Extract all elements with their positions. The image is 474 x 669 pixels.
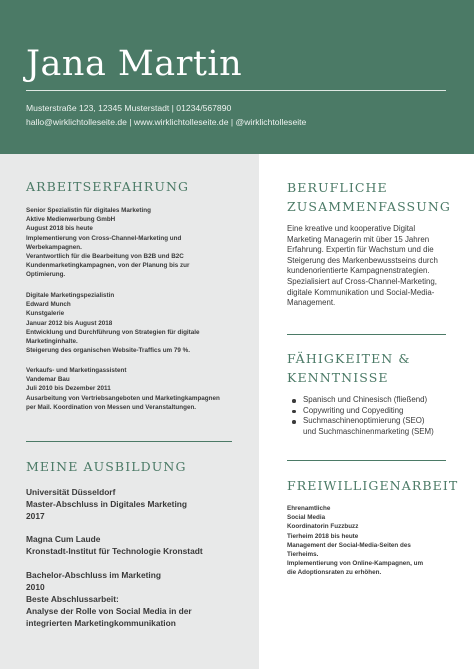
job-line: Edward Munch xyxy=(26,301,71,309)
summary-line: Eine kreative und kooperative Digital xyxy=(287,224,416,233)
header-banner xyxy=(0,0,474,154)
header-divider xyxy=(26,90,446,91)
job-line: Verantwortlich für die Bearbeitung von B2B und B2C xyxy=(26,253,184,261)
summary-line: kundenorientierte Kampagnenstrategien. xyxy=(287,266,430,276)
volunteer-line: die Adoptionsraten zu erhöhen. xyxy=(287,569,382,577)
summary-line: Steigerung des Markenbewusstseins durch xyxy=(287,255,438,265)
skill-item xyxy=(289,406,434,417)
skills-list xyxy=(289,395,434,438)
education-line: Master-Abschluss in Digitales Marketing xyxy=(26,499,188,509)
job-line: Werbekampagnen. xyxy=(26,243,82,251)
job-line: Digitale Marketingspezialistin xyxy=(26,292,115,299)
education-line: Universität Düsseldorf xyxy=(26,487,116,497)
education-line: 2010 xyxy=(26,582,45,592)
job-line: Aktive Medienwerbung GmbH xyxy=(26,216,116,224)
skill-text: und Suchmaschinenmarketing (SEM) xyxy=(303,427,434,437)
skill-item xyxy=(289,416,434,437)
summary-line: Erfahrung. Expertin für Wachstum und die xyxy=(287,245,434,255)
education-title: MEINE AUSBILDUNG xyxy=(26,459,187,474)
job-line: Vandemar Bau xyxy=(26,376,70,384)
education-line: 2017 xyxy=(26,511,45,521)
volunteer-line: Tierheims. xyxy=(287,551,319,559)
education-entry xyxy=(26,486,187,522)
summary-line: Management. xyxy=(287,298,336,308)
person-name: Jana Martin xyxy=(26,44,243,84)
education-line: Magna Cum Laude xyxy=(26,534,101,544)
job-line: per Mail. Koordination von Messen und Veranstaltungen. xyxy=(26,403,197,411)
volunteer-title: FREIWILLIGENARBEIT xyxy=(287,478,459,493)
job-line: Ausarbeitung von Vertriebsangeboten und Marketingkampagnen xyxy=(26,394,220,402)
volunteer-line: Social Media xyxy=(287,514,326,522)
job-entry xyxy=(26,366,220,412)
summary-line: Spezialisiert auf Cross-Channel-Marketing, xyxy=(287,276,437,286)
skills-title-line: FÄHIGKEITEN & xyxy=(287,351,411,366)
job-line: Senior Spezialistin für digitales Marketing xyxy=(26,207,151,214)
job-entry xyxy=(26,291,200,355)
job-line: Marketinginhalte. xyxy=(26,338,78,346)
skill-text: Suchmaschinenoptimierung (SEO) xyxy=(303,416,425,426)
volunteer-line: Koordinatorin Fuzzbuzz xyxy=(287,523,359,531)
education-line: Beste Abschlussarbeit: xyxy=(26,594,119,604)
summary-title-line: ZUSAMMENFASSUNG xyxy=(287,199,451,214)
volunteer-line: Ehrenamtliche xyxy=(287,505,331,512)
section-divider xyxy=(287,460,446,461)
contact-email-web-social: hallo@wirklichtolleseite.de | www.wirklichtolleseite.de | @wirklichtolleseite xyxy=(26,117,307,127)
job-entry xyxy=(26,206,189,280)
job-line: Juli 2010 bis Dezember 2011 xyxy=(26,385,111,393)
education-line: Kronstadt-Institut für Technologie Kronstadt xyxy=(26,546,203,556)
skills-title-line: KENNTNISSE xyxy=(287,370,389,385)
summary-line: digitale Kommunikation und Social-Media- xyxy=(287,287,435,297)
bullet-icon xyxy=(292,420,296,424)
job-line: Optimierung. xyxy=(26,271,66,279)
job-line: Kundenmarketingkampagnen, von der Planung bis zur xyxy=(26,262,190,270)
summary-text xyxy=(287,224,438,309)
education-line: integrierten Marketingkommunikation xyxy=(26,618,176,628)
contact-address-phone: Musterstraße 123, 12345 Musterstadt | 01234/567890 xyxy=(26,103,232,113)
volunteer-line: Management der Social-Media-Seiten des xyxy=(287,541,411,549)
education-line: Bachelor-Abschluss im Marketing xyxy=(26,570,161,580)
job-line: Verkaufs- und Marketingassistent xyxy=(26,367,127,374)
job-line: August 2018 bis heute xyxy=(26,225,93,233)
section-divider xyxy=(287,334,446,335)
job-line: Kunstgalerie xyxy=(26,310,65,318)
section-divider xyxy=(26,441,232,442)
volunteer-line: Implementierung von Online-Kampagnen, um xyxy=(287,560,424,568)
summary-title-line: BERUFLICHE xyxy=(287,180,388,195)
skill-text: Spanisch und Chinesisch (fließend) xyxy=(303,395,428,404)
volunteer-line: Tierheim 2018 bis heute xyxy=(287,532,359,540)
volunteer-entry xyxy=(287,504,423,578)
summary-title xyxy=(287,178,451,216)
education-entry xyxy=(26,569,192,629)
summary-line: Marketing Managerin mit über 15 Jahren xyxy=(287,234,430,244)
skill-text: Copywriting und Copyediting xyxy=(303,405,404,415)
job-line: Implementierung von Cross-Channel-Marketing und xyxy=(26,234,182,242)
education-entry xyxy=(26,533,203,557)
skills-title xyxy=(287,349,411,387)
bullet-icon xyxy=(292,399,296,403)
experience-title: ARBEITSERFAHRUNG xyxy=(26,179,190,194)
job-line: Steigerung des organischen Website-Traffics um 79 %. xyxy=(26,347,190,355)
bullet-icon xyxy=(292,410,296,414)
job-line: Entwicklung und Durchführung von Strategien für digitale xyxy=(26,328,200,336)
education-line: Analyse der Rolle von Social Media in der xyxy=(26,606,192,616)
job-line: Januar 2012 bis August 2018 xyxy=(26,319,113,327)
skill-item xyxy=(289,395,434,406)
